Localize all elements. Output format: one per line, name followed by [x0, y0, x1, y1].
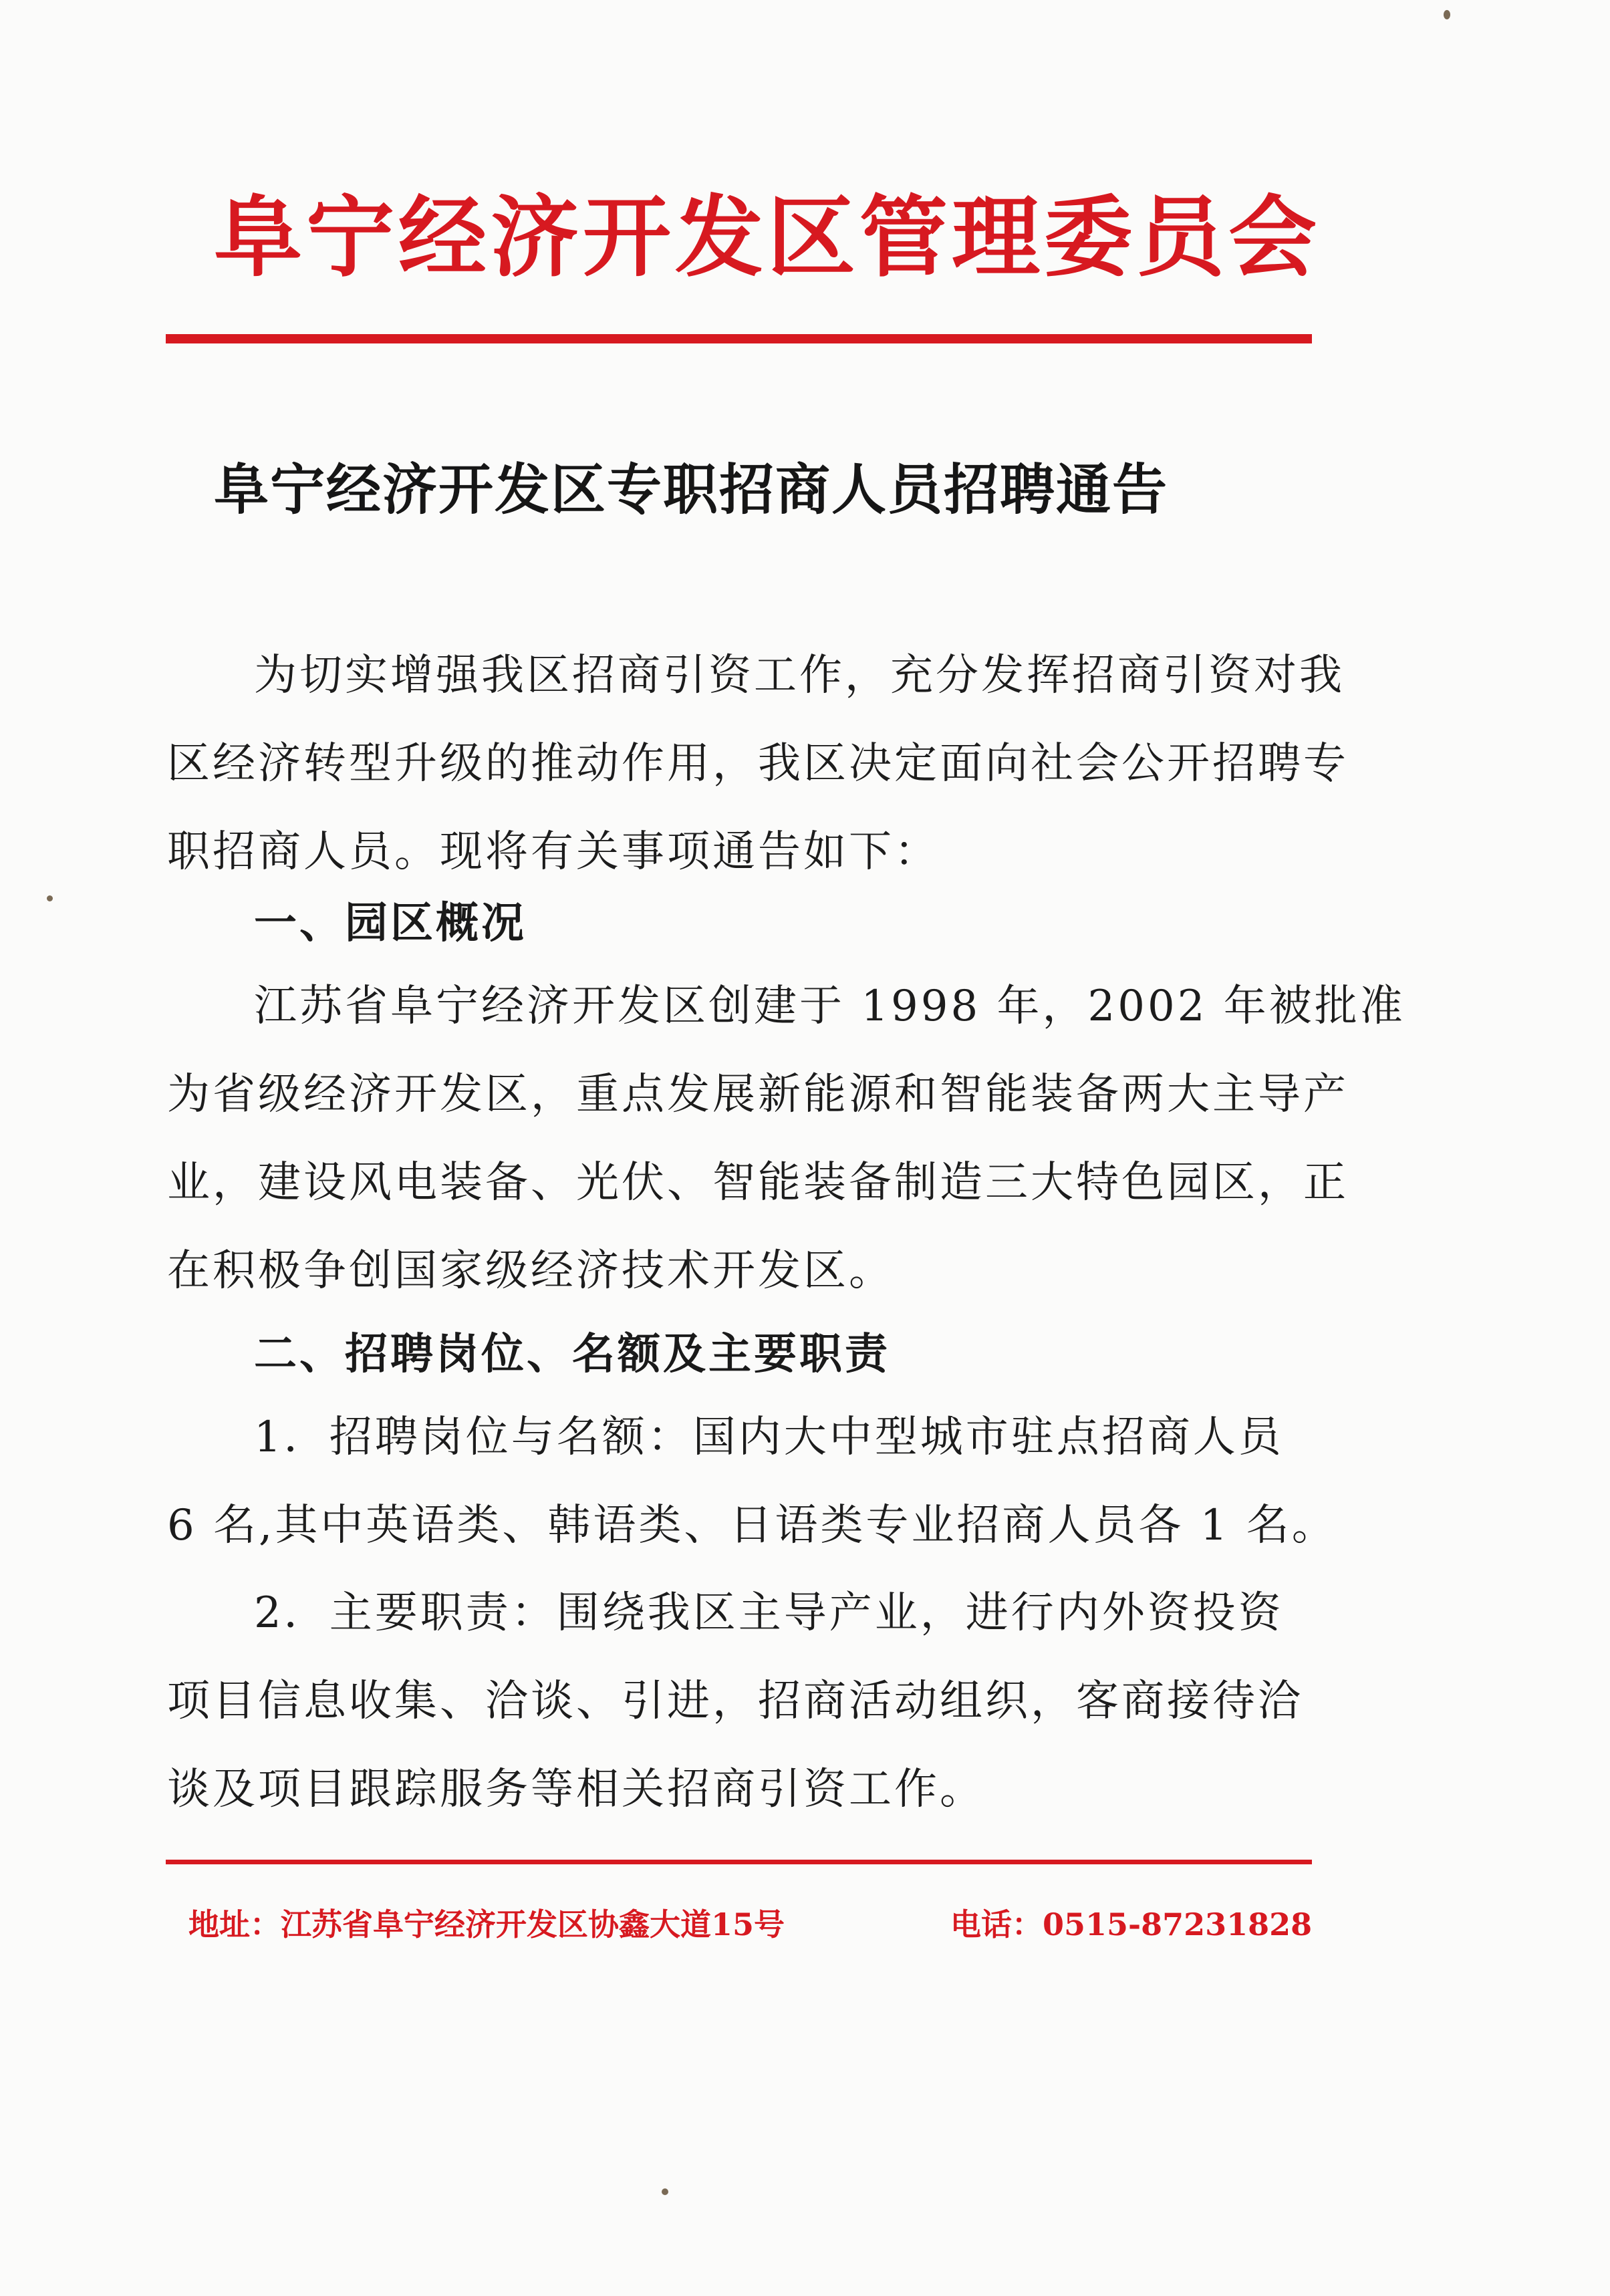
section-1-heading: 一、园区概况	[254, 898, 527, 948]
section-2-item-1-line: 6 名,其中英语类、韩语类、日语类专业招商人员各 1 名。	[167, 1501, 1337, 1550]
intro-paragraph	[167, 631, 1349, 896]
section-2-item-1-line: 1．招聘岗位与名额：国内大中型城市驻点招商人员	[254, 1413, 1284, 1462]
section-1-paragraph	[167, 962, 1405, 1315]
footer-address: 地址：江苏省阜宁经济开发区协鑫大道15号	[188, 1906, 785, 1943]
scan-speck	[47, 895, 53, 901]
section-2-item-2-line: 谈及项目跟踪服务等相关招商引资工作。	[167, 1765, 985, 1814]
section-2-item-2-line: 2．主要职责：围绕我区主导产业，进行内外资投资	[254, 1588, 1284, 1638]
footer-red-rule	[166, 1860, 1312, 1864]
section-2-heading: 二、招聘岗位、名额及主要职责	[254, 1329, 890, 1379]
document-title: 阜宁经济开发区专职招商人员招聘通告	[214, 458, 1169, 522]
section-1-line: 为省级经济开发区，重点发展新能源和智能装备两大主导产	[167, 1070, 1349, 1119]
intro-line: 职招商人员。现将有关事项通告如下：	[167, 827, 940, 877]
section-2-item-2	[167, 1569, 1310, 1834]
section-2-item-2-line: 项目信息收集、洽谈、引进，招商活动组织，客商接待洽	[167, 1677, 1303, 1726]
scan-speck	[662, 2188, 668, 2195]
letterhead-org-name: 阜宁经济开发区管理委员会	[214, 186, 1321, 289]
intro-line: 区经济转型升级的推动作用，我区决定面向社会公开招聘专	[167, 739, 1349, 788]
intro-line: 为切实增强我区招商引资工作，充分发挥招商引资对我	[254, 651, 1345, 700]
section-1-line: 业，建设风电装备、光伏、智能装备制造三大特色园区，正	[167, 1158, 1349, 1207]
scan-speck	[1444, 10, 1450, 19]
section-1-line: 在积极争创国家级经济技术开发区。	[167, 1246, 894, 1296]
letterhead-red-rule	[166, 334, 1312, 343]
section-2-item-1	[167, 1393, 1337, 1570]
footer-phone: 电话：0515-87231828	[950, 1906, 1313, 1943]
section-1-line: 江苏省阜宁经济开发区创建于 1998 年，2002 年被批准	[254, 982, 1405, 1031]
